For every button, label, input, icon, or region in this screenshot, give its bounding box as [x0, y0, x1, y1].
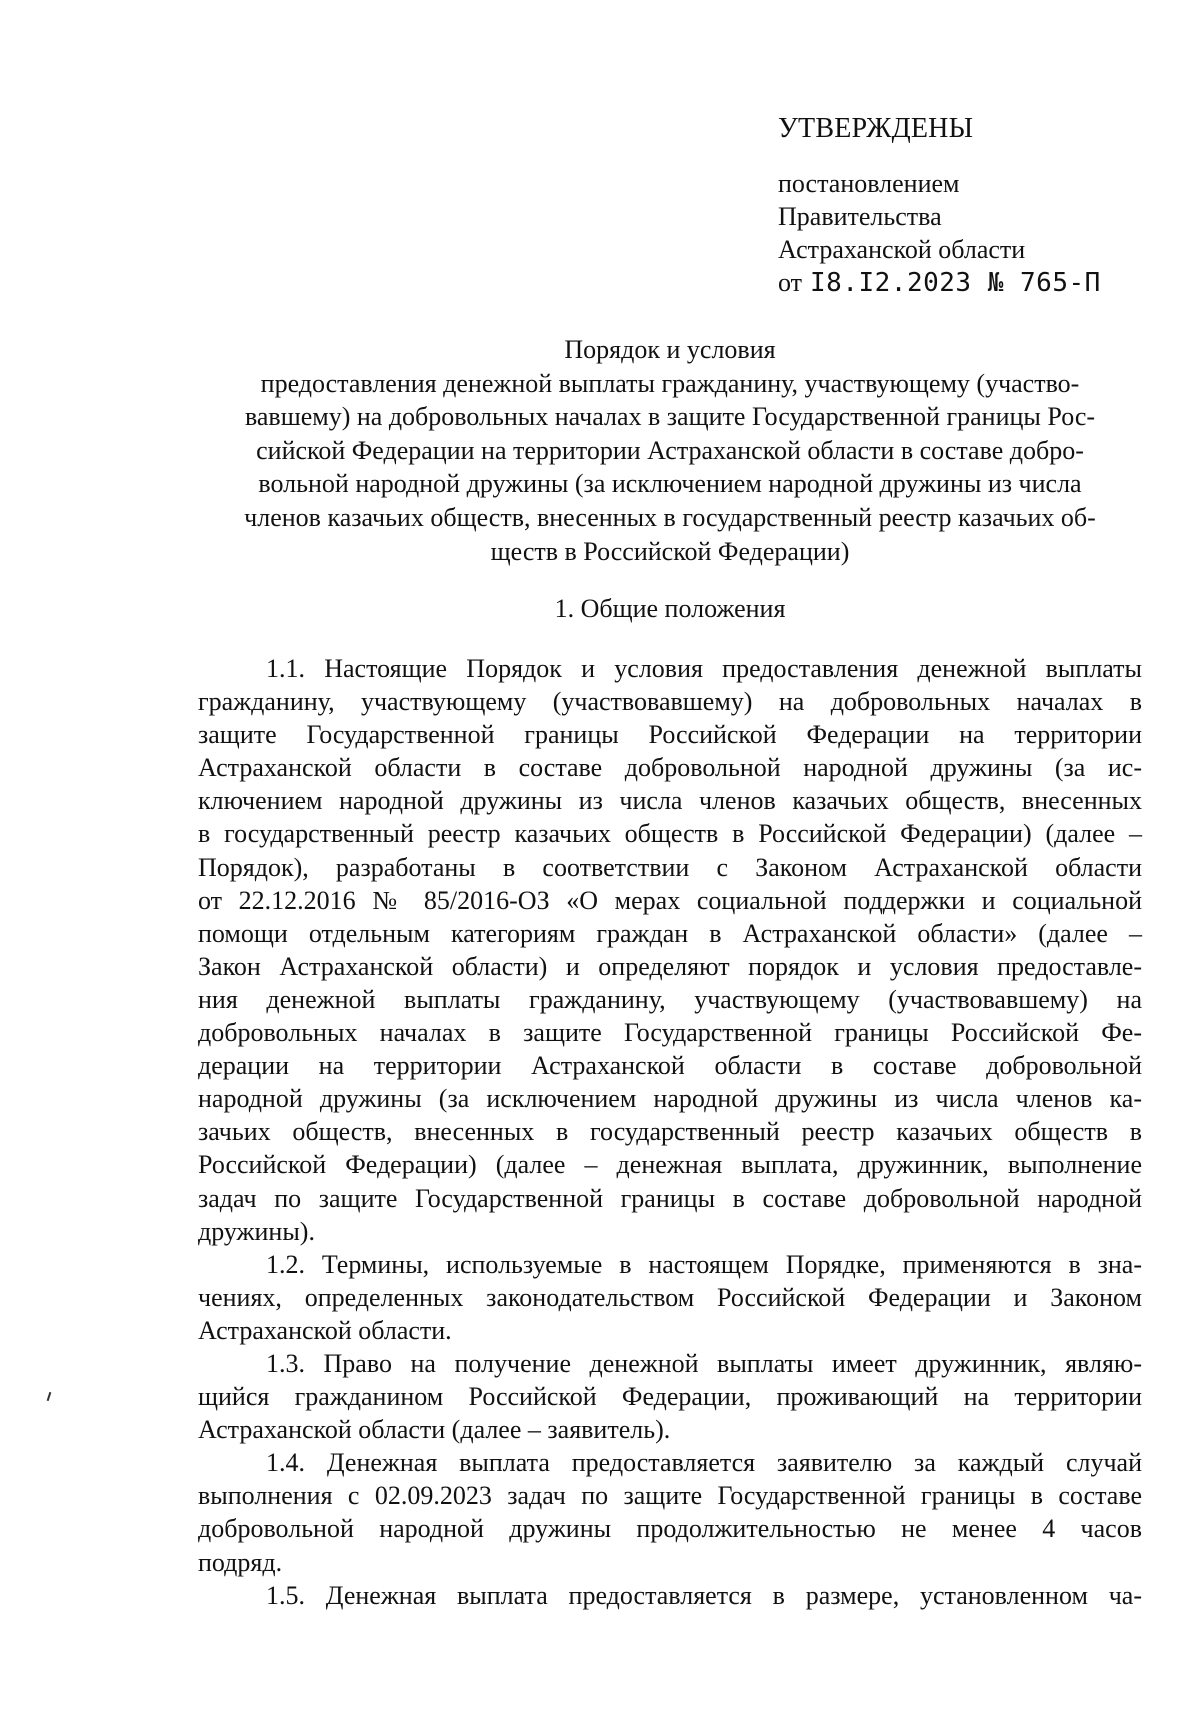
approval-line-government: Правительства [778, 202, 942, 231]
body-line: зачьих обществ, внесенных в государственный реестр казачьих обществ в [198, 1117, 1142, 1147]
body-line: Российской Федерации) (далее – денежная выплата, дружинник, выполнение [198, 1150, 1142, 1180]
body-line: Астраханской области (далее – заявитель). [198, 1415, 671, 1445]
body-line: Закон Астраханской области) и определяют порядок и условия предоставле- [198, 951, 1142, 981]
scan-speck [47, 1392, 52, 1401]
body-line: 1.1. Настоящие Порядок и условия предоставления денежной выплаты [266, 654, 1142, 683]
title-line: ществ в Российской Федерации) [490, 536, 850, 566]
body-line: от 22.12.2016 № 85/2016-ОЗ «О мерах социальной поддержки и социальной [198, 885, 1142, 915]
body-line: защите Государственной границы Российской Федерации на территории [198, 720, 1142, 750]
approval-stamp-block [778, 112, 1158, 300]
body-line: Астраханской области. [198, 1315, 452, 1345]
body-line: Порядок), разработаны в соответствии с Законом Астраханской области [198, 852, 1142, 882]
body-line: 1.4. Денежная выплата предоставляется заявителю за каждый случай [266, 1448, 1142, 1478]
approval-line-region: Астраханской области [778, 235, 1026, 264]
body-line: в государственный реестр казачьих обществ в Российской Федерации) (далее – [198, 819, 1142, 849]
title-line: Порядок и условия [564, 335, 776, 364]
body-line: добровольной народной дружины продолжительностью не менее 4 часов [198, 1514, 1142, 1544]
body-line: выполнения с 02.09.2023 задач по защите Государственной границы в составе [198, 1481, 1142, 1511]
body-text [198, 652, 1142, 1612]
approval-date-prefix: от [778, 268, 803, 297]
body-line: 1.5. Денежная выплата предоставляется в размере, установленном ча- [266, 1580, 1142, 1610]
approved-heading: УТВЕРЖДЕНЫ [778, 113, 974, 144]
title-line: предоставления денежной выплаты гражданину, участвующему (участво- [260, 368, 1080, 398]
approval-date-number: I8.I2.2023 № 765-П [810, 268, 1101, 298]
body-line: добровольных началах в защите Государственной границы Российской Фе- [198, 1018, 1142, 1048]
body-line: щийся гражданином Российской Федерации, проживающий на территории [198, 1382, 1142, 1412]
body-line: Астраханской области в составе добровольной народной дружины (за ис- [198, 753, 1142, 783]
section-heading: 1. Общие положения [554, 594, 786, 623]
body-line: чениях, определенных законодательством Российской Федерации и Законом [198, 1282, 1142, 1312]
title-line: сийской Федерации на территории Астраханской области в составе добро- [256, 435, 1084, 465]
document-title [198, 333, 1142, 568]
approval-date-line [778, 266, 1158, 300]
body-line: задач по защите Государственной границы в составе добровольной народной [198, 1183, 1142, 1213]
title-line: членов казачьих обществ, внесенных в государственный реестр казачьих об- [244, 502, 1096, 532]
body-line: ния денежной выплаты гражданину, участвующему (участвовавшему) на [198, 984, 1142, 1014]
title-line: вавшему) на добровольных началах в защите Государственной границы Рос- [244, 402, 1096, 432]
body-line: дружины). [198, 1216, 315, 1246]
body-line: ключением народной дружины из числа членов казачьих обществ, внесенных [198, 786, 1142, 816]
body-line: дерации на территории Астраханской области в составе добровольной [198, 1051, 1142, 1081]
body-line: 1.3. Право на получение денежной выплаты имеет дружинник, являю- [266, 1348, 1142, 1378]
approval-line-resolution: постановлением [778, 169, 960, 198]
body-line: 1.2. Термины, используемые в настоящем Порядке, применяются в зна- [266, 1249, 1142, 1279]
title-line: вольной народной дружины (за исключением народной дружины из числа [258, 469, 1082, 499]
body-line: помощи отдельным категориям граждан в Астраханской области» (далее – [198, 918, 1142, 948]
body-line: подряд. [198, 1547, 283, 1577]
body-line: гражданину, участвующему (участвовавшему) на добровольных началах в [198, 687, 1142, 717]
body-line: народной дружины (за исключением народной дружины из числа членов ка- [198, 1084, 1142, 1114]
